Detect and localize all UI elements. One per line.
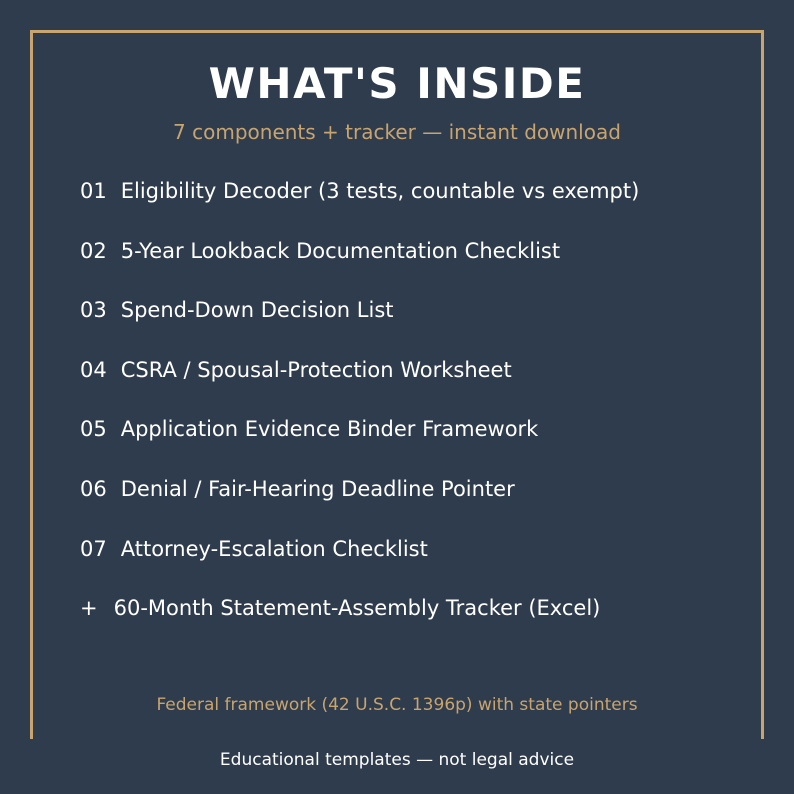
page-title: WHAT'S INSIDE [208,59,586,108]
item-label: 5-Year Lookback Documentation Checklist [120,238,561,263]
list-item [80,355,740,415]
item-label: Spend-Down Decision List [120,298,394,323]
plus-icon: + [80,596,98,621]
item-label: CSRA / Spousal-Protection Worksheet [120,357,512,382]
item-number: 07 [80,536,107,561]
item-label: Denial / Fair-Hearing Deadline Pointer [120,476,515,501]
list-item [80,295,740,355]
disclaimer: Educational templates — not legal advice [219,750,575,770]
list-item [80,176,740,236]
item-number: 03 [80,298,107,323]
item-number: 04 [80,357,107,382]
item-label: Eligibility Decoder (3 tests, countable vs exempt) [120,179,640,203]
item-label: 60-Month Statement-Assembly Tracker (Excel) [113,596,601,621]
list-item [80,474,740,534]
list-item-bonus [80,593,740,653]
item-label: Attorney-Escalation Checklist [120,536,428,561]
component-list [80,176,740,653]
framework-note: Federal framework (42 U.S.C. 1396p) with state pointers [156,695,638,715]
item-number: 06 [80,476,107,501]
item-number: 02 [80,238,107,263]
page-subtitle: 7 components + tracker — instant download [173,120,621,144]
list-item [80,534,740,594]
item-label: Application Evidence Binder Framework [120,417,539,442]
list-item [80,414,740,474]
list-item [80,236,740,296]
item-number: 05 [80,417,107,442]
item-number: 01 [80,179,107,203]
